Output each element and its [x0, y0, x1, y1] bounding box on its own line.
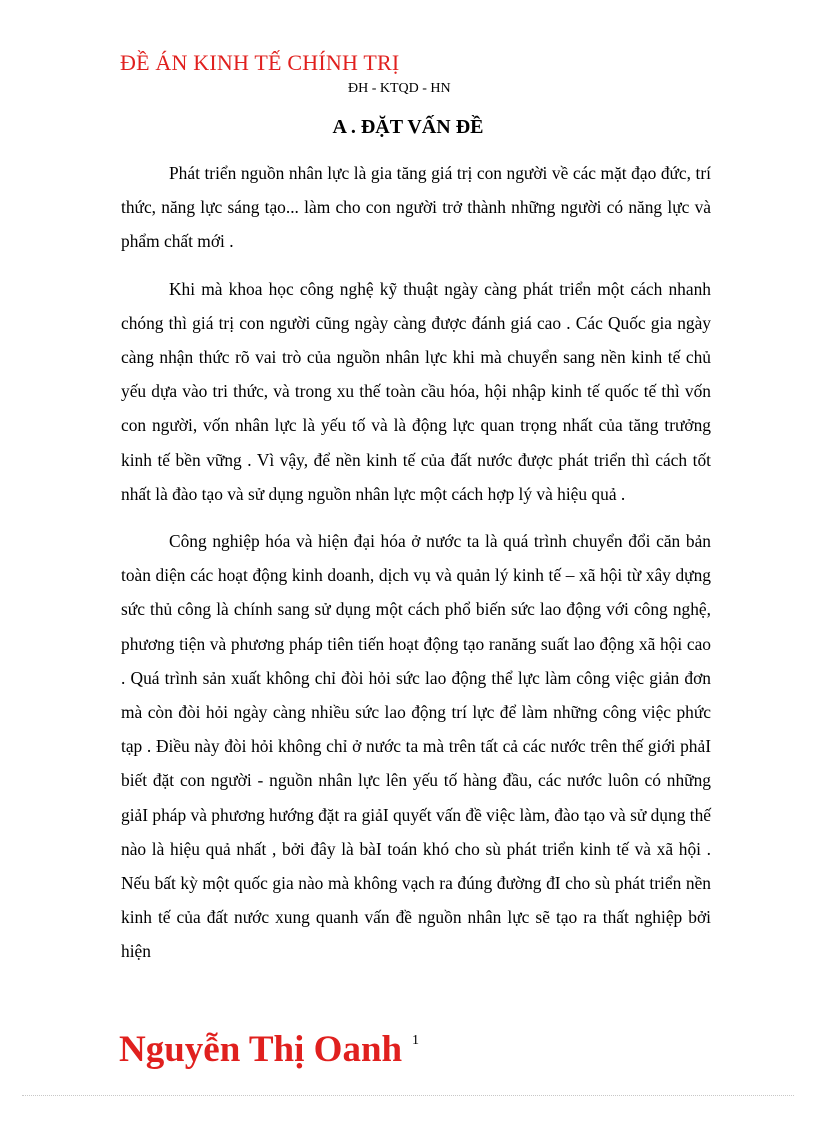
section-heading: A . ĐẶT VẤN ĐỀ: [332, 116, 484, 138]
page-number: 1: [412, 1033, 419, 1048]
paragraph: Phát triển nguồn nhân lực là gia tăng giá trị con người về các mặt đạo đức, trí thức, năng lực sáng tạo... làm cho con người trở thành những người có năng lực và phẩm chất mới .: [121, 163, 711, 252]
document-header-title: ĐỀ ÁN KINH TẾ CHÍNH TRỊ: [120, 50, 400, 75]
paragraph: Công nghiệp hóa và hiện đại hóa ở nước ta là quá trình chuyển đổi căn bản toàn diện các hoạt động kinh doanh, dịch vụ và quản lý kinh tế – xã hội từ xây dựng sức thủ công là chính sang sử dụng một cách phổ biến sức lao động với công nghệ, phương tiện và phương pháp tiên tiến hoạt động tạo ranăng suất lao động xã hội cao . Quá trình sản xuất không chỉ đòi hỏi sức lao động thể lực làm công việc giản đơn mà còn đòi hỏi ngày càng nhiều sức lao động trí lực để làm những công việc phức tạp . Điều này đòi hỏi không chỉ ở nước ta mà trên tất cả các nước trên thế giới phảI biết đặt con người - nguồn nhân lực lên yếu tố hàng đầu, các nước luôn có những giảI pháp và phương hướng đặt ra giảI quyết vấn đề việc làm, đào tạo và sử dụng thế nào là hiệu quả nhất , bởi đây là bàI toán khó cho sù phát triển kinh tế và xã hội . Nếu bất kỳ một quốc gia nào mà không vạch ra đúng đường đI cho sù phát triển nền kinh tế của đất nước xung quanh vấn đề nguồn nhân lực sẽ tạo ra thất nghiệp bởi hiện: [121, 531, 711, 962]
page-bottom-divider: [22, 1095, 794, 1096]
body-text: [121, 156, 711, 969]
document-header-subtitle: ĐH - KTQD - HN: [348, 81, 451, 96]
footer-author-name: Nguyễn Thị Oanh: [119, 1029, 403, 1070]
paragraph: Khi mà khoa học công nghệ kỹ thuật ngày càng phát triển một cách nhanh chóng thì giá trị con người cũng ngày càng được đánh giá cao . Các Quốc gia ngày càng nhận thức rõ vai trò của nguồn nhân lực khi mà chuyển sang nền kinh tế chủ yếu dựa vào tri thức, và trong xu thế toàn cầu hóa, hội nhập kinh tế quốc tế thì vốn con người, vốn nhân lực là yếu tố và là động lực quan trọng nhất của tăng trưởng kinh tế bền vững . Vì vậy, để nền kinh tế của đất nước được phát triển thì cách tốt nhất là đào tạo và sử dụng nguồn nhân lực một cách hợp lý và hiệu quả .: [121, 278, 711, 504]
